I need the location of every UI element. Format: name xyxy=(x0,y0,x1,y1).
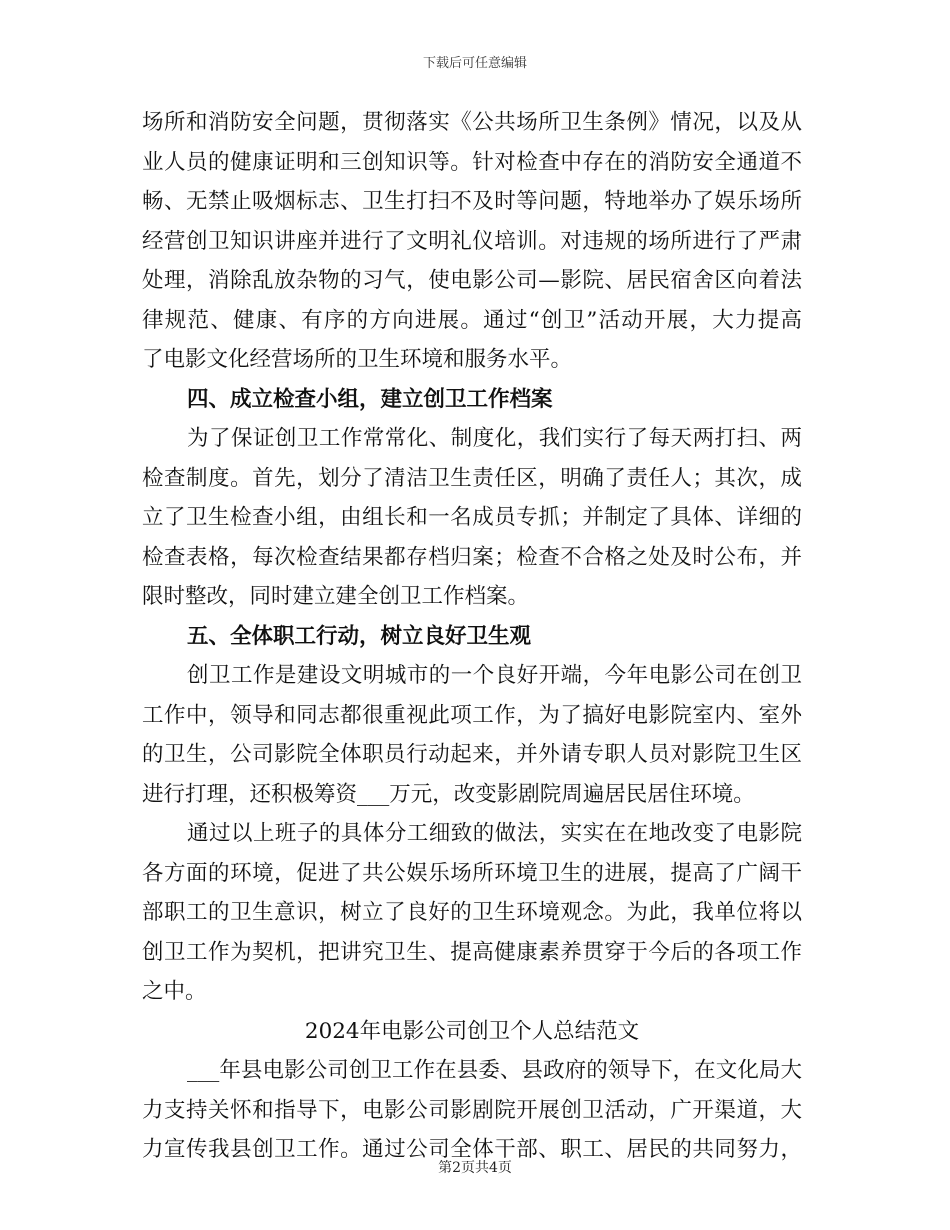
body-line: 部职工的卫生意识，树立了良好的卫生环境观念。为此，我单位将以 xyxy=(142,900,802,925)
page-header: 下载后可任意编辑 xyxy=(422,56,527,71)
body-line: 限时整改，同时建立建全创卫工作档案。 xyxy=(142,584,530,609)
body-line: 工作中，领导和同志都很重视此项工作，为了搞好电影院室内、室外 xyxy=(142,702,802,728)
paragraph-first-line: 创卫工作是建设文明城市的一个良好开端，今年电影公司在创卫 xyxy=(187,663,802,688)
body-line: 处理，消除乱放杂物的习气，使电影公司—影院、居民宿舍区向着法 xyxy=(142,268,802,293)
paragraph-first-line: 为了保证创卫工作常常化、制度化，我们实行了每天两打扫、两 xyxy=(187,426,802,451)
body-line: 业人员的健康证明和三创知识等。针对检查中存在的消防安全通道不 xyxy=(142,149,802,175)
body-line: 的卫生，公司影院全体职员行动起来，并外请专职人员对影院卫生区 xyxy=(142,742,802,767)
body-line: 创卫工作为契机，把讲究卫生、提高健康素养贯穿于今后的各项工作 xyxy=(142,939,802,965)
body-line: 之中。 xyxy=(142,979,207,1004)
body-line: 力支持关怀和指导下，电影公司影剧院开展创卫活动，广开渠道，大 xyxy=(142,1097,802,1123)
page-footer: 第2页共4页 xyxy=(438,1160,512,1176)
body-line: 了电影文化经营场所的卫生环境和服务水平。 xyxy=(142,347,573,372)
body-line: 经营创卫知识讲座并进行了文明礼仪培训。对违规的场所进行了严肃 xyxy=(142,228,802,254)
section-heading-5: 五、全体职工行动，树立良好卫生观 xyxy=(187,623,532,649)
body-line: 畅、无禁止吸烟标志、卫生打扫不及时等问题，特地举办了娱乐场所 xyxy=(142,189,802,214)
body-line: 律规范、健康、有序的方向进展。通过“创卫”活动开展，大力提高 xyxy=(142,307,802,333)
body-line: 力宣传我县创卫工作。通过公司全体干部、职工、居民的共同努力， xyxy=(142,1137,802,1162)
section-heading-4: 四、成立检查小组，建立创卫工作档案 xyxy=(187,386,553,412)
body-line: 场所和消防安全问题，贯彻落实《公共场所卫生条例》情况，以及从 xyxy=(142,110,802,135)
body-line: 立了卫生检查小组，由组长和一名成员专抓；并制定了具体、详细的 xyxy=(142,505,802,530)
body-line: 各方面的环境，促进了共公娱乐场所环境卫生的进展，提高了广阔干 xyxy=(142,860,802,886)
document-body xyxy=(142,103,802,1170)
paragraph-first-line: 通过以上班子的具体分工细致的做法，实实在在地改变了电影院 xyxy=(187,821,802,846)
paragraph-first-line: ___年县电影公司创卫工作在县委、县政府的领导下，在文化局大 xyxy=(187,1058,802,1083)
body-line: 检查制度。首先，划分了清洁卫生责任区，明确了责任人；其次，成 xyxy=(142,465,802,491)
article-title: 2024年电影公司创卫个人总结范文 xyxy=(304,1018,640,1044)
body-line: 进行打理，还积极筹资___万元，改变影剧院周遍居民居住环境。 xyxy=(142,781,755,807)
body-line: 检查表格，每次检查结果都存档归案；检查不合格之处及时公布，并 xyxy=(142,544,802,570)
